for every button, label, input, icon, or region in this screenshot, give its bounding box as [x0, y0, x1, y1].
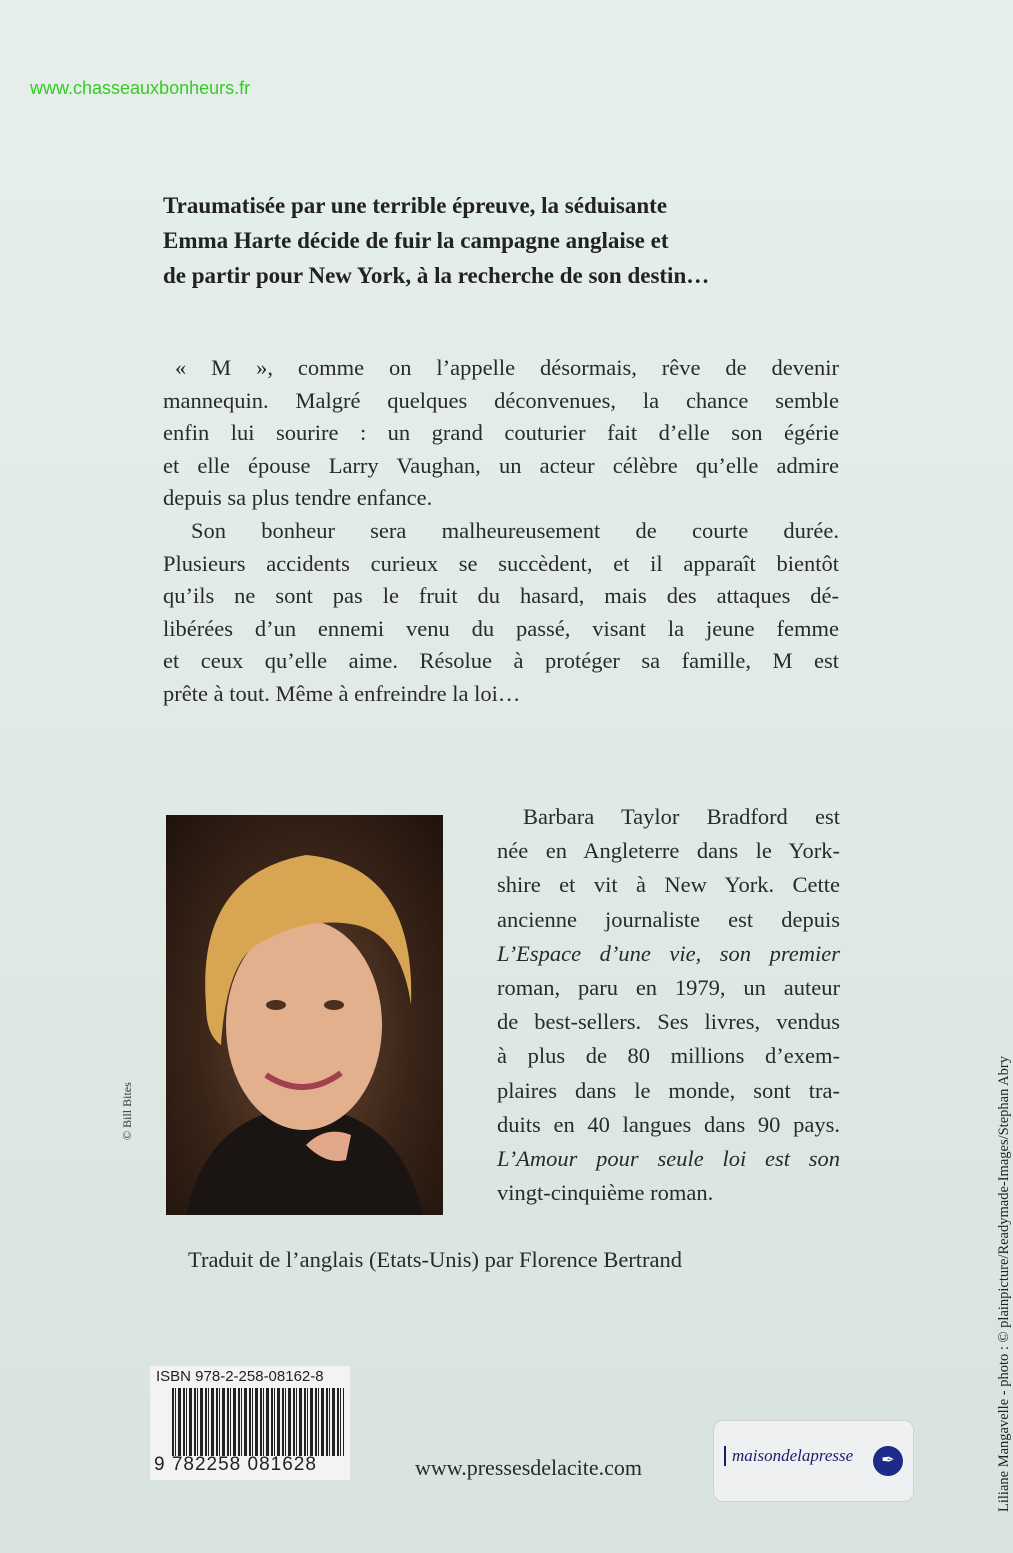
blurb-line: prête à tout. Même à enfreindre la loi…: [163, 680, 521, 706]
ean-number: 9 782258 081628: [154, 1454, 317, 1475]
author-photo: [166, 815, 443, 1215]
bio-line: plaires dans le monde, sont tra-: [497, 1077, 840, 1103]
photo-credit: © Bill Bites: [120, 1082, 134, 1140]
blurb-line: Plusieurs accidents curieux se succèdent, et il apparaît bientôt: [163, 550, 839, 576]
bio-line: duits en 40 langues dans 90 pays.: [497, 1111, 840, 1137]
bio-line: à plus de 80 millions d’exem-: [497, 1043, 840, 1069]
feather-icon: ✒: [873, 1446, 903, 1476]
bio-line: L’Espace d’une vie, son premier: [497, 940, 840, 966]
cover-credit: Liliane Mangavelle - photo : © plainpicture/Readymade-Images/Stephan Abry: [996, 1056, 1012, 1512]
bio-line: L’Amour pour seule loi est son: [497, 1146, 840, 1172]
bio-line: ancienne journaliste est depuis: [497, 906, 840, 932]
blurb-line: mannequin. Malgré quelques déconvenues, la chance semble: [163, 387, 839, 413]
bio-line: de best-sellers. Ses livres, vendus: [497, 1009, 840, 1035]
translator-credit: Traduit de l’anglais (Etats-Unis) par Florence Bertrand: [188, 1247, 683, 1272]
bio-line: vingt-cinquième roman.: [497, 1180, 714, 1206]
barcode: [172, 1388, 344, 1456]
bio-line: shire et vit à New York. Cette: [497, 872, 840, 898]
lead-line: de partir pour New York, à la recherche de son destin…: [163, 263, 710, 288]
barcode-block: [150, 1366, 350, 1480]
lead-line: Emma Harte décide de fuir la campagne anglaise et: [163, 228, 669, 253]
retailer-sticker: [713, 1420, 914, 1502]
blurb-line: et ceux qu’elle aime. Résolue à protéger sa famille, M est: [163, 648, 839, 674]
blurb-line: depuis sa plus tendre enfance.: [163, 485, 433, 511]
blurb-line: libérées d’un ennemi venu du passé, visant la jeune femme: [163, 615, 839, 641]
blurb: [163, 352, 839, 711]
publisher-website: www.pressesdelacite.com: [415, 1455, 643, 1480]
blurb-line: qu’ils ne sont pas le fruit du hasard, mais des attaques dé-: [163, 583, 839, 609]
blurb-line: et elle épouse Larry Vaughan, un acteur célèbre qu’elle admire: [163, 452, 839, 478]
bio-line: roman, paru en 1979, un auteur: [497, 975, 840, 1001]
retailer-logo-text: maisondelapresse: [724, 1446, 853, 1466]
author-bio: [497, 800, 840, 1210]
blurb-line: « M », comme on l’appelle désormais, rêve de devenir: [175, 355, 839, 380]
watermark: www.chasseauxbonheurs.fr: [30, 78, 251, 98]
lead-line: Traumatisée par une terrible épreuve, la séduisante: [163, 193, 668, 218]
isbn-text: ISBN 978-2-258-08162-8: [156, 1368, 324, 1385]
bio-line: Barbara Taylor Bradford est: [523, 804, 840, 829]
blurb-line: Son bonheur sera malheureusement de courte durée.: [191, 517, 839, 543]
blurb-line: enfin lui sourire : un grand couturier fait d’elle son égérie: [163, 420, 839, 446]
lead-paragraph: [163, 188, 709, 293]
bio-line: née en Angleterre dans le York-: [497, 838, 840, 864]
